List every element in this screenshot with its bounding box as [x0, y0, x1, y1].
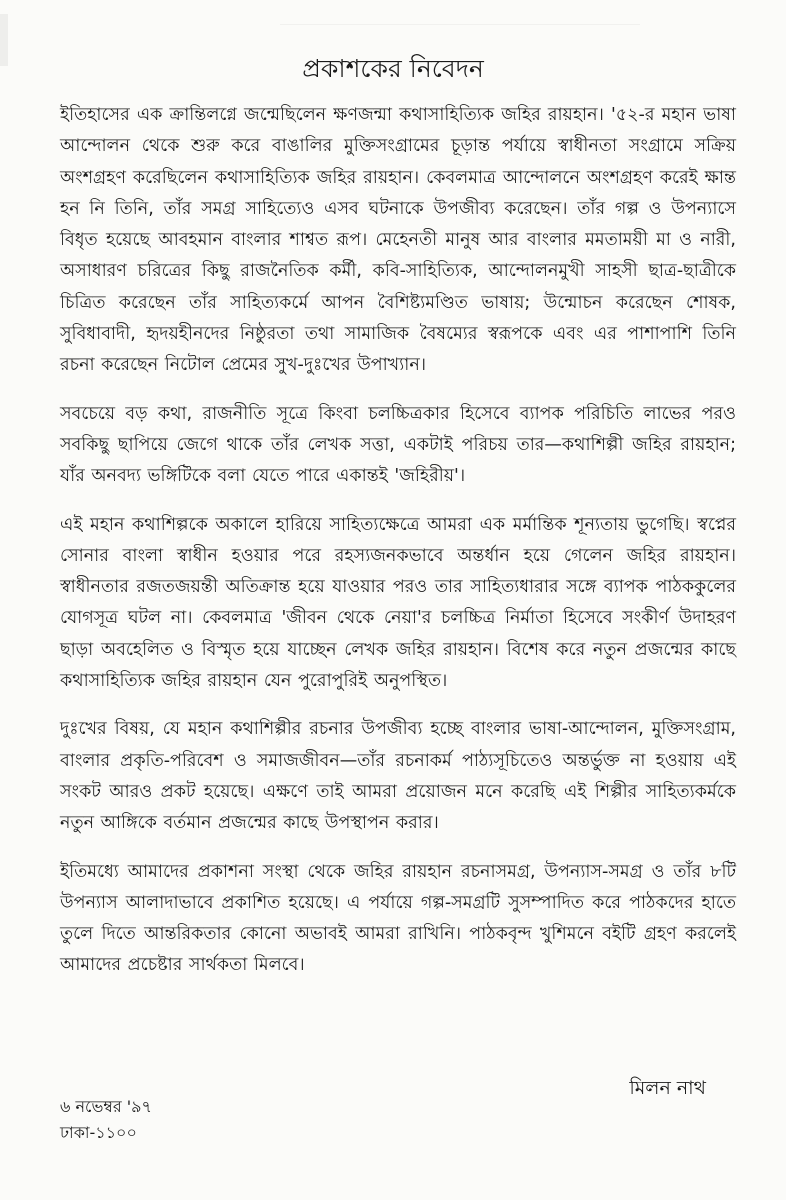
- paragraph-5: ইতিমধ্যে আমাদের প্রকাশনা সংস্থা থেকে জহির রায়হান রচনাসমগ্র, উপন্যাস-সমগ্র ও তাঁর ৮টি উপন্যাস আলাদাভাবে প্রকাশিত হয়েছে। এ পর্যায়ে গল্প-সমগ্রটি সুসম্পাদিত করে পাঠকদের হাতে তুলে দিতে আন্তরিকতার কোনো অভাবই আমরা রাখিনি। পাঠকবৃন্দ খুশিমনে বইটি গ্রহণ করলেই আমাদের প্রচেষ্টার সার্থকতা মিলবে।: [60, 861, 736, 976]
- bleed-through-header: [280, 6, 640, 25]
- body-text: [60, 100, 736, 999]
- city-line: ঢাকা-১১০০: [60, 1123, 137, 1142]
- paragraph-1: ইতিহাসের এক ক্রান্তিলগ্নে জন্মেছিলেন ক্ষণজন্মা কথাসাহিত্যিক জহির রায়হান। '৫২-র মহান ভাষা আন্দোলন থেকে শুরু করে বাঙালির মুক্তিসংগ্রামের চূড়ান্ত পর্যায়ে স্বাধীনতা সংগ্রামে সক্রিয় অংশগ্রহণ করেছিলেন কথাসাহিত্যিক জহির রায়হান। কেবলমাত্র আন্দোলনে অংশগ্রহণ করেই ক্ষান্ত হন নি তিনি, তাঁর সমগ্র সাহিত্যেও এসব ঘটনাকে উপজীব্য করেছেন। তাঁর গল্প ও উপন্যাসে বিধৃত হয়েছে আবহমান বাংলার শাশ্বত রূপ। মেহেনতী মানুষ আর বাংলার মমতাময়ী মা ও নারী, অসাধারণ চরিত্রের কিছু রাজনৈতিক কর্মী, কবি-সাহিত্যিক, আন্দোলনমুখী সাহসী ছাত্র-ছাত্রীকে চিত্রিত করেছেন তাঁর সাহিত্যকর্মে আপন বৈশিষ্ট্যমণ্ডিত ভাষায়; উন্মোচন করেছেন শোষক, সুবিধাবাদী, হৃদয়হীনদের নিষ্ঠুরতা তথা সামাজিক বৈষম্যের স্বরূপকে এবং এর পাশাপাশি তিনি রচনা করেছেন নিটোল প্রেমের সুখ-দুঃখের উপাখ্যান।: [60, 105, 736, 376]
- paragraph-4: দুঃখের বিষয়, যে মহান কথাশিল্পীর রচনার উপজীব্য হচ্ছে বাংলার ভাষা-আন্দোলন, মুক্তিসংগ্রাম, বাংলার প্রকৃতি-পরিবেশ ও সমাজজীবন—তাঁর রচনাকর্ম পাঠ্যসূচিতেও অন্তর্ভুক্ত না হওয়ায় এই সংকট আরও প্রকট হয়েছে। এক্ষণে তাই আমরা প্রয়োজন মনে করেছি এই শিল্পীর সাহিত্যকর্মকে নতুন আঙ্গিকে বর্তমান প্রজন্মের কাছে উপস্থাপন করার।: [60, 719, 736, 834]
- publisher-signature: মিলন নাথ: [629, 1077, 706, 1099]
- page-title: প্রকাশকের নিবেদন: [302, 54, 484, 83]
- paragraph-3: এই মহান কথাশিল্পকে অকালে হারিয়ে সাহিত্যক্ষেত্রে আমরা এক মর্মান্তিক শূন্যতায় ভুগেছি। স্বপ্নের সোনার বাংলা স্বাধীন হওয়ার পরে রহস্যজনকভাবে অন্তর্ধান হয়ে গেলেন জহির রায়হান। স্বাধীনতার রজতজয়ন্তী অতিক্রান্ত হয়ে যাওয়ার পরও তার সাহিত্যধারার সঙ্গে ব্যাপক পাঠককুলের যোগসূত্র ঘটল না। কেবলমাত্র 'জীবন থেকে নেয়া'র চলচ্চিত্র নির্মাতা হিসেবে সংকীর্ণ উদাহরণ ছাড়া অবহেলিত ও বিস্মৃত হয়ে যাচ্ছেন লেখক জহির রায়হান। বিশেষ করে নতুন প্রজন্মের কাছে কথাসাহিত্যিক জহির রায়হান যেন পুরোপুরিই অনুপস্থিত।: [60, 514, 736, 692]
- signature-block: [60, 1074, 736, 1154]
- paragraph-2: সবচেয়ে বড় কথা, রাজনীতি সূত্রে কিংবা চলচ্চিত্রকার হিসেবে ব্যাপক পরিচিতি লাভের পরও সবকিছু ছাপিয়ে জেগে থাকে তাঁর লেখক সত্তা, একটাই পরিচয় তার—কথাশিল্পী জহির রায়হান; যাঁর অনবদ্য ভঙ্গিটিকে বলা যেতে পারে একান্তই 'জহিরীয়'।: [60, 403, 736, 487]
- date-line: ৬ নভেম্বর '৯৭: [60, 1097, 152, 1116]
